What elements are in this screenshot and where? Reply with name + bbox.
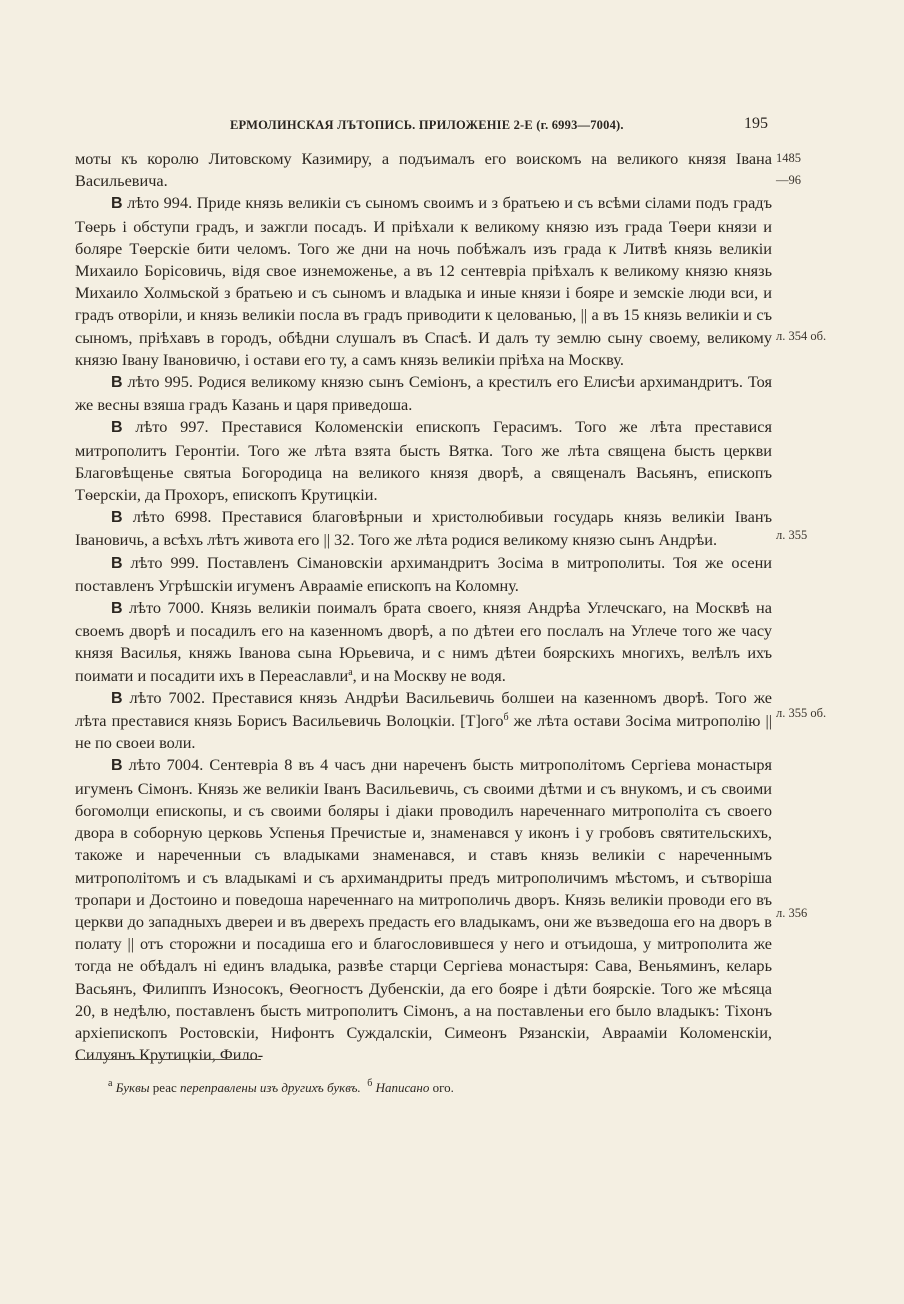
margin-note: л. 355 об. (776, 706, 827, 720)
paragraph: В лѣто 7004. Сентевріа 8 въ 4 часъ дни нареченъ бысть митрополiтомъ Сергiева монастыря игуменъ Сiмонъ. Князь же великiи Iванъ Васильевичь, съ своими дѣтми и съ внукомъ, и съ своими богомолци епископы, и съ своими боляры i дiаки проводилъ нареченнаго митрополiта съ своего двора в соборную церковь Успенья Пречистые и, знаменався у иконъ i у гробовъ святительскихъ, такоже и нареченныи съ владыками знаменався, и ставъ князь великiи с нареченнымъ митрополiтомъ и съ владыкамi и съ архимандриты предъ митрополичимъ мѣстомъ, и сътворiша тропари и Достоино и поведоша нареченнаго на митрополичь дворъ. Князь великiи проводи его въ церкви до западныхъ двереи и въ дверехъ предасть его владыкамъ, они же възведоша его на дворъ в полату || отъ сторожни и посадиша его и благословившеся у него и отъидоша, у митрополита же тогда не обѣдалъ нi единъ владыка, развѣе старци Сергiева монастыря: Сава, Веньяминъ, келарь Васьянъ, Филиппъ Износокъ, Ѳеогностъ Дубенскiи, да его бояре i дѣти боярскiе. Того же мѣсяца 20, в недѣлю, поставленъ бысть митрополитъ Сiмонъ, а на поставленьи его было владыкъ: Тiхонъ архiепископъ Ростовскiи, Нифонтъ Суждалскiи, Симеонъ Рязанскiи, Авраамiи Коломенскiи, Силуянъ Крутицкiи, Фило- (75, 755, 772, 1065)
footnote-b-marker: б (367, 1078, 373, 1089)
paragraph-initial: В (111, 689, 123, 707)
paragraph: В лѣто 7000. Князь великiи поималъ брата своего, князя Андрѣа Углечскаго, на Москвѣ на своемъ дворѣ и посадилъ его на казенномъ дворѣ, а по дѣтеи его послалъ на Углече того же часу князя Василья, княжь Iванова сына Юрьевича, и с нимъ дѣтеи боярскихъ многихъ, велѣлъ ихъ поимати и посадити ихъ в Переаславли$^а$, и на Москву не водя. (75, 598, 772, 685)
running-title: ЕРМОЛИНСКАЯ ЛЪТОПИСЬ. ПРИЛОЖЕНIЕ 2-Е (г. 6993—7004). (230, 118, 624, 132)
footnote-ref: б (503, 712, 509, 724)
footnote-rule (75, 1059, 261, 1060)
paragraph: В лѣто 999. Поставленъ Сiмановскiи архимандритъ Зосiма в митрополиты. Тоя же осени поставленъ Угрѣшскiи игуменъ Авраамiе епископъ на Коломну. (75, 552, 772, 595)
paragraph: В лѣто 994. Приде князь великiи съ сыномъ своимъ и з братьею и съ всѣми сiлами подъ градъ Тѳерь i обступи градъ, и зажгли посадъ. И прiѣхали к великому князю изъ града Тѳери князи и боляре Тѳерскiе бити челомъ. Того же дни на ночь побѣжалъ изъ града к Литвѣ князь великiи Михаило Борiсовичь, відя свое изнеможенье, а въ 12 сентевріа прiѣхалъ к великому князю князь Михаило Холмьской з братьею и съ сыномъ и владыка и иные князи i бояре и земскiе люди вси, и градъ отворiли, и князь великiи посла въ градъ приводити к целованью, || а въ 15 князь великiи и съ сыномъ, прiѣхавъ в городъ, обѣдни слушалъ въ Спасѣ. И далъ ту землю сыну своему, великому князю Iвану Iвановичю, i остави его ту, а самъ князь великiи прiѣха на Москву. (75, 193, 772, 369)
paragraph: В лѣто 6998. Преставися благовѣрныи и христолюбивыи государь князь великiи Iванъ Iвановичь, а всѣхъ лѣтъ живота его || 32. Того же лѣта родися великому князю сынъ Андрѣи. (75, 507, 772, 550)
margin-note: л. 354 об. (776, 328, 827, 343)
footnote-b-plain: ого. (432, 1080, 454, 1095)
paragraph-initial: В (111, 757, 123, 775)
main-text (75, 148, 772, 1066)
margin-note: —96 (776, 173, 801, 188)
paragraph-initial: В (111, 554, 123, 572)
paragraph-initial: В (111, 419, 123, 437)
footnote-a-marker: а (108, 1078, 113, 1089)
margin-note: л. 356 (776, 905, 808, 920)
footnote-ref: а (348, 666, 353, 678)
paragraph: В лѣто 995. Родися великому князю сынъ Семiонъ, а крестилъ его Елисѣи архимандритъ. Тоя же весны взяша градъ Казань и царя приведоша. (75, 372, 772, 415)
footnote-a-italic-1: Буквы (115, 1080, 150, 1095)
footnote-a-plain: реас (152, 1080, 177, 1095)
paragraph-initial: В (111, 195, 123, 213)
paragraph: В лѣто 7002. Преставися князь Андрѣи Васильевичь болшеи на казенномъ дворѣ. Того же лѣта преставися князь Борисъ Васильевичь Волоцкiи. [Т]ого$^б$ же лѣта остави Зосiма митрополiю || не по своеи воли. (75, 687, 772, 753)
margin-note: л. 355 (776, 528, 808, 543)
margin-note: 1485 (776, 151, 801, 165)
footnote-a-italic-2: переправлены изъ другихъ буквъ. (179, 1080, 361, 1095)
paragraph-initial: В (111, 509, 123, 527)
page-number: 195 (744, 115, 768, 132)
footnotes (108, 1080, 454, 1096)
paragraph-initial: В (111, 600, 123, 618)
paragraph-initial: В (111, 374, 123, 392)
paragraph: В лѣто 997. Преставися Коломенскiи епископъ Герасимъ. Того же лѣта преставися митрополитъ Геронтiи. Того же лѣта взята бысть Вятка. Того же лѣта священа бысть церкви Благовѣщенье святыа Богородица на великого князя дворѣ, а священалъ Васьянъ, епископъ Тѳерскiи, да Прохоръ, епископъ Крутицкiи. (75, 417, 772, 505)
footnote-b-italic: Написано (375, 1080, 430, 1095)
paragraph: моты къ королю Литовскому Казимиру, а подъималъ его воискомъ на великого князя Iвана Васильевича. (75, 149, 772, 191)
